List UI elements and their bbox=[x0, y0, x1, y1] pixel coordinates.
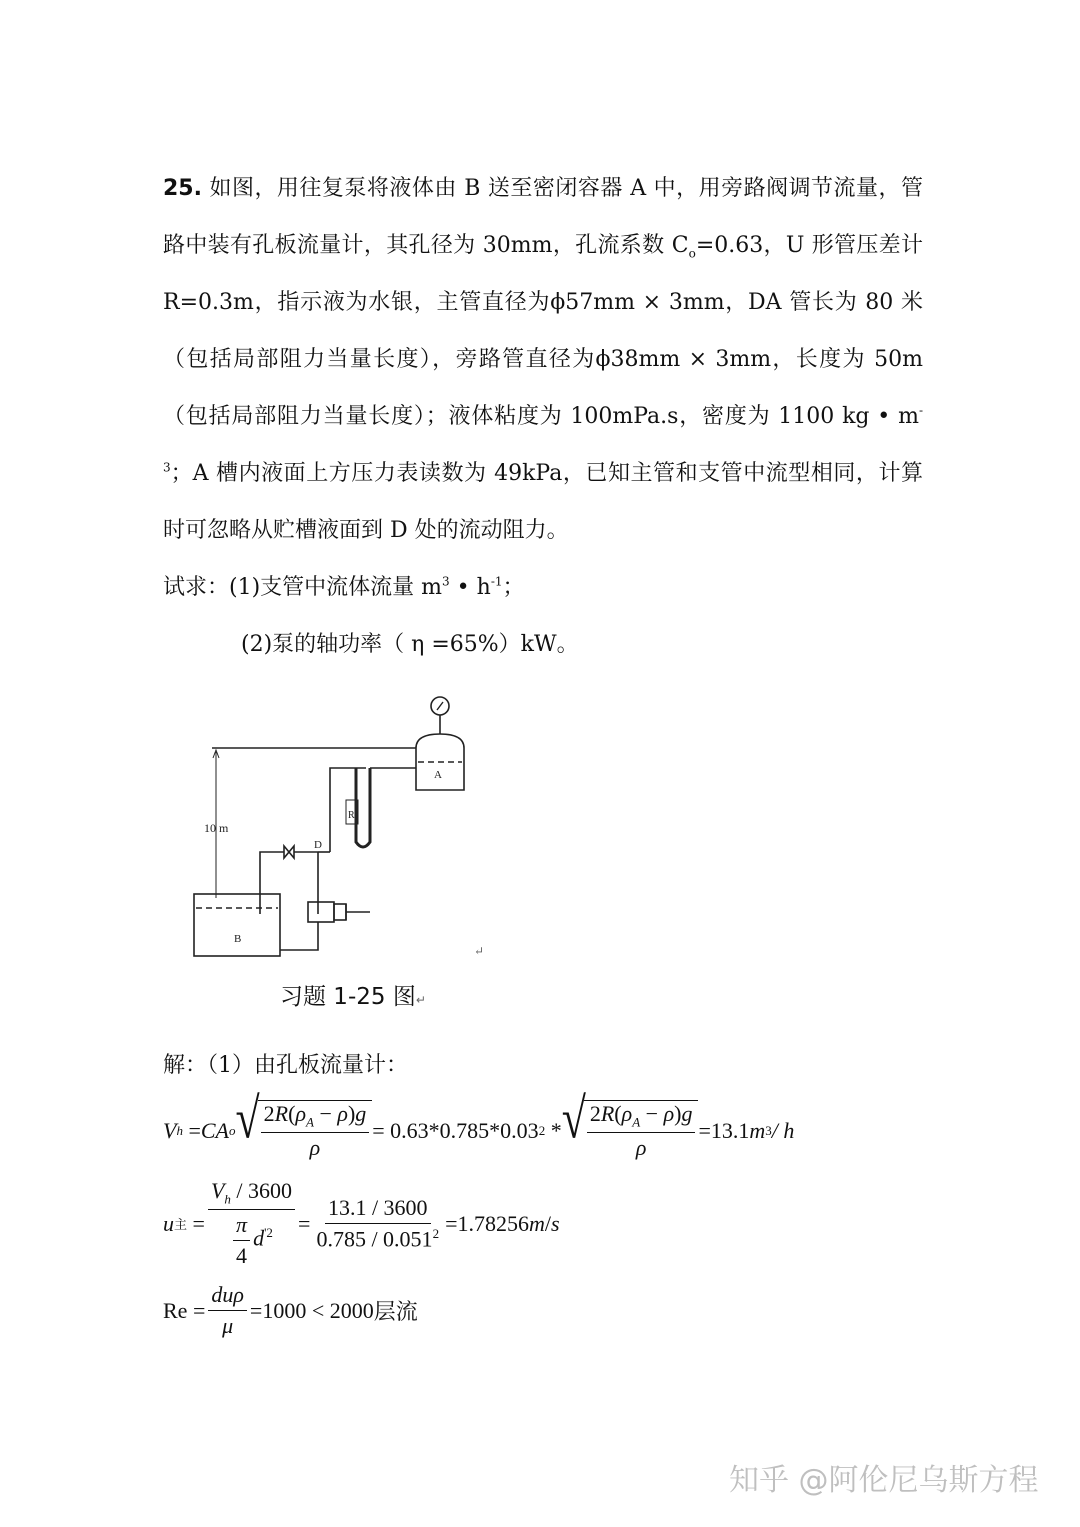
problem-text-3: ；A 槽内液面上方压力表读数为 49kPa，已知主管和支管中流型相同，计算时可忽略从贮槽液面到 D 处的流动阻力。 bbox=[163, 461, 923, 543]
solution-heading: 解：（1）由孔板流量计： bbox=[163, 1053, 408, 1078]
equation-1: V h = CA o √ $\frac{2R(\rho_A - \rho)g}{\rho}$ = 0.63*0.785*0.03 2 * √ $\frac{2R(\rho_A - \rho)g}{\rho}$ =13.1 m 3 / h bbox=[163, 1086, 795, 1161]
label-d: D bbox=[314, 839, 322, 851]
density-exponent: -3 bbox=[163, 403, 923, 475]
problem-statement bbox=[163, 160, 923, 673]
pump-system-diagram bbox=[180, 682, 500, 972]
label-a: A bbox=[434, 769, 442, 781]
paragraph-mark: ↵ bbox=[474, 944, 485, 958]
c0-subscript: o bbox=[688, 246, 696, 261]
question-1: 试求：(1)支管中流体流量 $m^3$ • $h^{-1}$； bbox=[163, 574, 525, 600]
problem-text-2: =0.63，U 形管压差计 R=0.3m，指示液为水银，主管直径为ϕ57mm × 3mm，DA 管长为 80 米（包括局部阻力当量长度），旁路管直径为ϕ38mm × 3mm，长度为 50m（包括局部阻力当量长度）；液体粘度为 100mPa.s，密度为 1100 kg • m bbox=[163, 233, 924, 429]
problem-number: 25. bbox=[163, 176, 202, 201]
figure-caption: 习题 1-25 图↵ bbox=[280, 984, 426, 1010]
label-b: B bbox=[234, 933, 242, 945]
watermark: 知乎 @阿伦尼乌斯方程 bbox=[729, 1463, 1039, 1498]
equation-3: Re = $\frac{\text{duρ}}{\mu}$ =1000 < 2000 层流 bbox=[163, 1282, 418, 1338]
reciprocating-pump bbox=[308, 902, 334, 922]
height-label: 10 m bbox=[204, 821, 229, 835]
valve-icon bbox=[284, 846, 294, 858]
equation-2: u 主 = $V_h / 3600$ $\frac{\pi}{4}$ $d^{'2}$ = $\frac{13.1 / 3600}{0.785 / 0.051^2}$ =1.78256 m / s bbox=[163, 1178, 560, 1269]
problem-text-1: 如图，用往复泵将液体由 B 送至密闭容器 A 中，用旁路阀调节流量，管路中装有孔板流量计，其孔径为 30mm，孔流系数 C bbox=[163, 176, 923, 258]
label-r: R bbox=[348, 810, 355, 821]
question-2: (2)泵的轴功率（ η =65%）kW。 bbox=[241, 632, 579, 657]
tank-b bbox=[194, 894, 280, 956]
